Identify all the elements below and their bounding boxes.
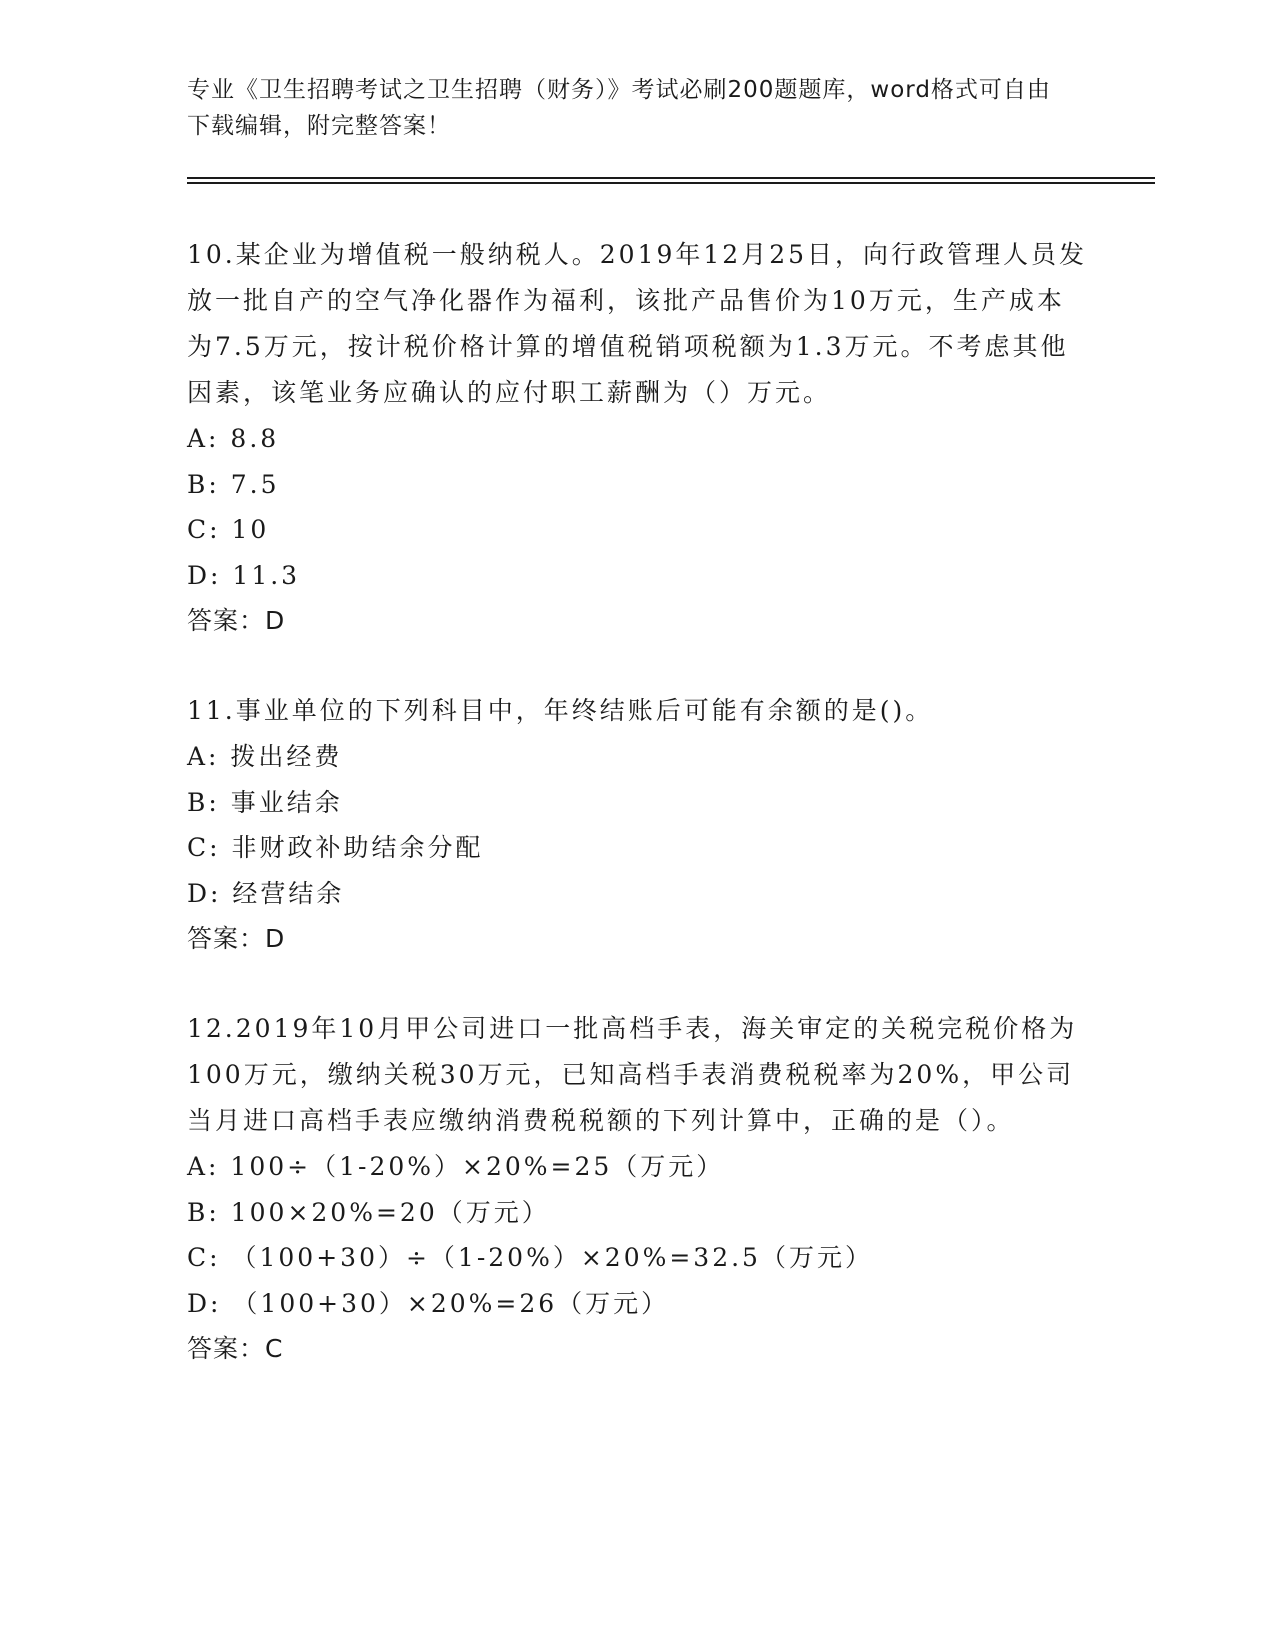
option-a: A: 100÷（1-20%）×20%=25（万元）	[187, 1152, 725, 1181]
question-11	[187, 688, 1087, 962]
question-stem: 12.2019年10月甲公司进口一批高档手表，海关审定的关税完税价格为100万元，缴纳关税30万元，已知高档手表消费税税率为20%，甲公司当月进口高档手表应缴纳消费税税额的下列计算中，正确的是（）。	[187, 1014, 1078, 1135]
option-c: C: （100+30）÷（1-20%）×20%=32.5（万元）	[187, 1243, 873, 1272]
option-b: B: 100×20%=20（万元）	[187, 1197, 550, 1227]
question-10	[187, 232, 1087, 644]
option-c: C: 10	[187, 515, 270, 544]
option-a: A: 8.8	[187, 424, 280, 453]
question-12	[187, 1006, 1087, 1372]
answer: 答案：D	[187, 924, 286, 953]
document-header: 专业《卫生招聘考试之卫生招聘（财务）》考试必刷200题题库，word格式可自由下载编辑，附完整答案！	[187, 77, 1051, 139]
option-b: B: 7.5	[187, 469, 280, 499]
question-stem: 11.事业单位的下列科目中，年终结账后可能有余额的是()。	[187, 696, 934, 725]
option-b: B: 事业结余	[187, 787, 343, 817]
option-d: D: 经营结余	[187, 878, 345, 908]
answer: 答案：C	[187, 1334, 284, 1363]
option-c: C: 非财政补助结余分配	[187, 833, 484, 862]
header-rule-line-top	[187, 177, 1155, 179]
option-d: D: 11.3	[187, 560, 301, 590]
header-double-rule	[187, 177, 1155, 183]
option-a: A: 拨出经费	[187, 742, 343, 771]
question-stem: 10.某企业为增值税一般纳税人。2019年12月25日，向行政管理人员发放一批自产的空气净化器作为福利，该批产品售价为10万元，生产成本为7.5万元，按计税价格计算的增值税销项税额为1.3万元。不考虑其他因素，该笔业务应确认的应付职工薪酬为（）万元。	[187, 240, 1088, 407]
answer: 答案：D	[187, 606, 286, 635]
option-d: D: （100+30）×20%=26（万元）	[187, 1288, 670, 1318]
header-rule-line-bottom	[187, 182, 1155, 184]
